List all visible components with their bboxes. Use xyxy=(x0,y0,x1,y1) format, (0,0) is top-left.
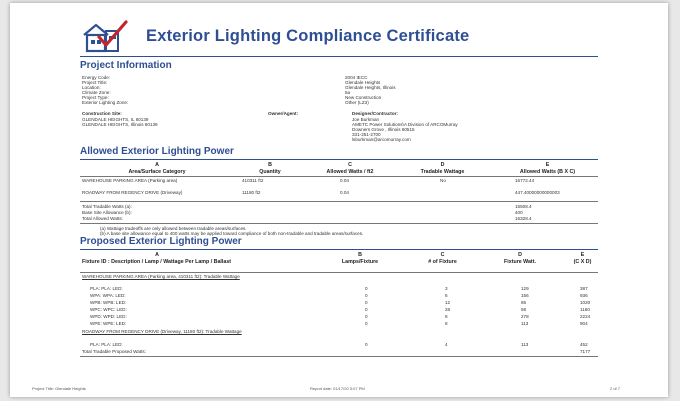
field-label: Climate Zone: xyxy=(82,90,111,95)
total-label: Total Tradable Proposed Watts: xyxy=(82,349,146,354)
field-label: Energy Code: xyxy=(82,75,111,80)
watt-cell: 113 xyxy=(521,321,529,326)
designer-line: Joe Burkman xyxy=(352,117,380,122)
total-value: 16328.4 xyxy=(515,216,532,221)
fixture-cell: WPE: WPE: LED: xyxy=(90,321,127,326)
col-letter: B xyxy=(358,252,362,258)
footer-project-title: Project Title: Glendale Heights xyxy=(32,386,86,391)
watt-cell: 129 xyxy=(521,286,529,291)
page-title: Exterior Lighting Compliance Certificate xyxy=(146,26,470,45)
field-value: Other (LZ3) xyxy=(345,100,369,105)
watts-cell: 0.04 xyxy=(340,178,349,183)
field-value: Glendale Heights xyxy=(345,80,381,85)
col-header: (C X D) xyxy=(573,259,592,265)
cd-cell: 452 xyxy=(580,342,588,347)
building-check-logo-icon xyxy=(82,19,130,53)
watt-cell: 278 xyxy=(521,314,529,319)
fixture-cell: WPD: WPD: LED: xyxy=(90,314,127,319)
allowed-cell: 16772.44 xyxy=(515,178,535,183)
area-cell: ROADWAY FROM REGENCY DRIVE (Driveway) xyxy=(82,190,183,195)
header-rule xyxy=(80,176,598,177)
fixture-cell: PLA: PLA: LED: xyxy=(90,286,123,291)
col-header: # of Fixture xyxy=(428,259,457,265)
qty-cell: 11180 ft2 xyxy=(242,190,261,195)
designer-line: 331-251-2700 xyxy=(352,132,381,137)
watt-cell: 85 xyxy=(521,300,527,305)
lamps-cell: 0 xyxy=(365,293,368,298)
col-header: Quantity xyxy=(259,169,281,175)
fixture-cell: WPB: WPB: LED: xyxy=(90,300,127,305)
num-cell: 8 xyxy=(445,314,448,319)
report-header xyxy=(82,17,648,55)
col-letter: A xyxy=(155,162,159,168)
fixture-cell: WPA: WPA: LED: xyxy=(90,293,126,298)
tradable-cell: No xyxy=(440,178,446,183)
row-rule xyxy=(80,356,598,357)
total-value: 7177 xyxy=(580,349,591,354)
col-letter: E xyxy=(580,252,585,258)
total-label: Total Allowed Watts: xyxy=(82,216,123,221)
watt-cell: 58 xyxy=(521,307,527,312)
watts-cell: 0.04 xyxy=(340,190,349,195)
cd-cell: 2224 xyxy=(580,314,591,319)
allowed-power-heading: Allowed Exterior Lighting Power xyxy=(80,146,234,157)
fixture-cell: WPC: WPC: LED: xyxy=(90,307,127,312)
construction-site-label: Construction Site: xyxy=(82,111,122,116)
col-letter: C xyxy=(440,252,445,258)
num-cell: 4 xyxy=(445,342,448,347)
num-cell: 3 xyxy=(445,286,448,291)
footnote: (a) Wattage tradeoffs are only allowed between tradable areas/surfaces. xyxy=(100,226,247,231)
num-cell: 8 xyxy=(445,321,448,326)
section-rule xyxy=(80,159,598,160)
field-value: 2004 IECC xyxy=(345,75,368,80)
lamps-cell: 0 xyxy=(365,314,368,319)
footer-page-number: 2 of 7 xyxy=(610,386,621,391)
field-value: Glendale Heights, Illinois xyxy=(345,85,396,90)
owner-agent-label: Owner/Agent: xyxy=(268,111,299,116)
allowed-cell: 447.40000000000003 xyxy=(515,190,560,195)
watt-cell: 156 xyxy=(521,293,529,298)
field-label: Location: xyxy=(82,85,101,90)
section-rule xyxy=(80,249,598,250)
designer-label: Designer/Contractor: xyxy=(352,111,398,116)
col-header: Fixture Watt. xyxy=(504,259,536,265)
col-letter: D xyxy=(440,162,445,168)
cd-cell: 904 xyxy=(580,321,588,326)
group-heading: WAREHOUSE PARKING AREA (Parking area, 410311 ft2): Tradable Wattage xyxy=(82,274,240,279)
field-label: Project Type: xyxy=(82,95,109,100)
fixture-cell: PLA: PLA: LED: xyxy=(90,342,123,347)
header-rule xyxy=(80,56,598,57)
area-cell: WAREHOUSE PARKING AREA (Parking area) xyxy=(82,178,178,183)
total-value: 15508.4 xyxy=(515,204,532,209)
footnote: (b) A base site allowance equal to 400 watts may be applied toward compliance of both non-tradable and tradable areas/surfaces. xyxy=(100,231,364,236)
col-header: Fixture ID : Description / Lamp / Wattage Per Lamp / Ballast xyxy=(82,259,232,265)
proposed-power-heading: Proposed Exterior Lighting Power xyxy=(80,236,242,247)
col-header: Allowed Watts (B X C) xyxy=(519,169,576,175)
lamps-cell: 0 xyxy=(365,321,368,326)
num-cell: 28 xyxy=(445,307,451,312)
total-label: Total Tradable Watts (a): xyxy=(82,204,132,209)
designer-line: lsburkman@arcomurray.com xyxy=(352,137,411,142)
num-cell: 6 xyxy=(445,293,448,298)
col-header: Lamps/Fixture xyxy=(341,259,379,265)
row-rule xyxy=(80,201,598,202)
footer-report-date: Report date: 01/17/20 3:07 PM xyxy=(310,386,365,391)
designer-line: AMETC Power Solutions\A Division of ARCOMurray xyxy=(352,122,458,127)
lamps-cell: 0 xyxy=(365,300,368,305)
construction-site-line: GLENDALE HEIGHTS, IL 60139 xyxy=(82,117,149,122)
lamps-cell: 0 xyxy=(365,307,368,312)
col-header: Area/Surface Category xyxy=(128,169,186,175)
field-label: Project Title: xyxy=(82,80,108,85)
header-rule xyxy=(80,272,598,273)
col-letter: D xyxy=(518,252,522,258)
qty-cell: 410311 ft2 xyxy=(242,178,264,183)
certificate-page xyxy=(10,3,668,397)
col-letter: B xyxy=(268,162,272,168)
cd-cell: 387 xyxy=(580,286,588,291)
construction-site-line: GLENDALE HEIGHTS, Illinois 60139 xyxy=(82,122,158,127)
row-rule xyxy=(80,223,598,224)
watt-cell: 113 xyxy=(521,342,529,347)
col-letter: A xyxy=(155,252,159,258)
total-label: Base Site Allowance (b): xyxy=(82,210,132,215)
total-value: 400 xyxy=(515,210,523,215)
cd-cell: 936 xyxy=(580,293,588,298)
project-info-heading: Project Information xyxy=(80,60,172,71)
lamps-cell: 0 xyxy=(365,286,368,291)
cd-cell: 1020 xyxy=(580,300,591,305)
lamps-cell: 0 xyxy=(365,342,368,347)
col-header: Tradable Wattage xyxy=(420,169,465,175)
col-letter: E xyxy=(545,162,550,168)
num-cell: 12 xyxy=(445,300,451,305)
field-value: 5a xyxy=(345,90,351,95)
field-value: New Construction xyxy=(345,95,382,100)
col-letter: C xyxy=(348,162,352,168)
cd-cell: 1160 xyxy=(580,307,590,312)
field-label: Exterior Lighting Zone: xyxy=(82,100,129,105)
col-header: Allowed Watts / ft2 xyxy=(326,169,374,175)
group-heading: ROADWAY FROM REGENCY DRIVE (Driveway, 11180 ft2): Tradable Wattage xyxy=(82,329,242,334)
designer-line: Downers Grove , Illinois 60515 xyxy=(352,127,415,132)
